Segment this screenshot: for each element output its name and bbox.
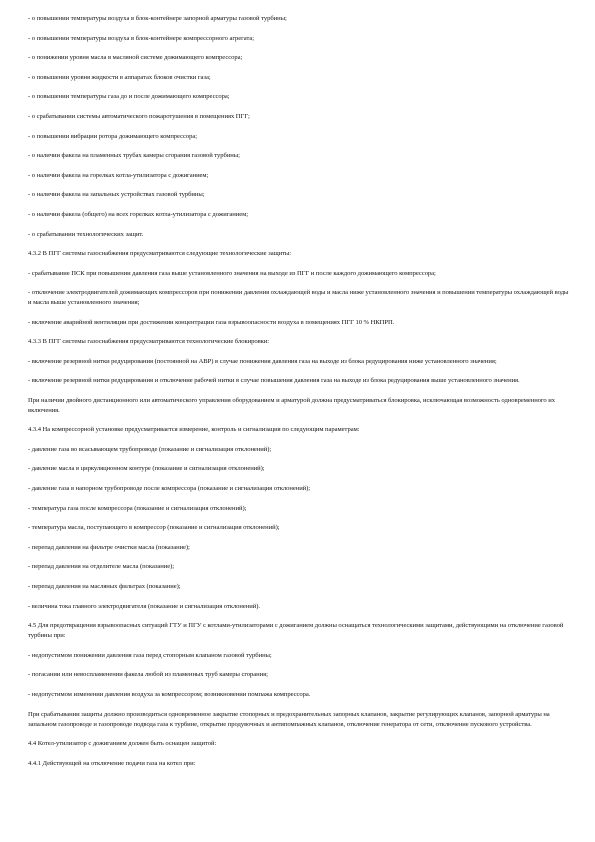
bullet-item: - о повышении температуры воздуха в блок-контейнере запорной арматуры газовой турбины; bbox=[28, 15, 287, 22]
bullet-item: - срабатывание ПСК при повышении давления газа выше установленного значения на выходе из ПГГ и после каждого дожимающего компрессора; bbox=[28, 269, 436, 277]
bullet-item: - величина тока главного электродвигателя (показание и сигнализация отклонений). bbox=[28, 602, 260, 610]
bullet-item: - о понижении уровня масла в масляной системе дожимающего компрессора; bbox=[28, 54, 243, 62]
bullet-item: - о срабатывании системы автоматического пожаротушения в помещениях ПГГ; bbox=[28, 112, 250, 120]
bullet-item: - включение аварийной вентиляции при достижении концентрации газа взрывоопасности воздуха в помещениях ПГГ 10 % НКПРП. bbox=[28, 318, 395, 326]
bullet-item: - о наличии факела на запальных устройствах газовой турбины; bbox=[28, 191, 205, 199]
bullet-item: - погасании или невоспламенении факела любой из пламенных труб камеры сгорания; bbox=[28, 671, 268, 679]
bullet-item: - давление газа в напорном трубопроводе после компрессора (показание и сигнализация отклонений); bbox=[28, 485, 311, 493]
body-paragraph: При срабатывании защиты должно производиться одновременное закрытие стопорных и предохранительных запорных клапанов, закрытие регулирующих клапанов, запорной арматуры на запальном газопроводе и газопроводе подвода газа к турбине, открытие продувочных и антипомпажных клапанов, отключение генератора от сети, отключение пускового устройства. bbox=[28, 710, 550, 728]
bullet-item: - недопустимом изменении давления воздуха за компрессором; возникновении помпажа компрессора. bbox=[28, 690, 311, 698]
bullet-item: - включение резервной нитки редуцирования (постоянной на АВР) в случае понижения давления газа на выходе из блока редуцирования ниже установленного значения; bbox=[28, 357, 497, 365]
section-heading: 4.3.4 На компрессорной установке предусматривается измерение, контроль и сигнализация по следующим параметрам: bbox=[28, 426, 360, 434]
bullet-item: - давление газа во всасывающем трубопроводе (показание и сигнализация отклонений); bbox=[28, 445, 272, 453]
bullet-item: - о повышении температуры воздуха в блок-контейнере компрессорного агрегата; bbox=[28, 34, 255, 42]
bullet-item: - отключение электродвигателей дожимающих компрессоров при понижении давления охлаждающей воды и масла ниже установленного значения и повышении температуры охлаждающей воды и масла выше установленного значения; bbox=[28, 289, 569, 307]
bullet-item: - давление масла в циркуляционном контуре (показание и сигнализация отклонений); bbox=[28, 465, 265, 473]
bullet-item: - температура газа после компрессора (показание и сигнализация отклонений); bbox=[28, 504, 247, 512]
bullet-item: - перепад давления на фильтре очистки масла (показание); bbox=[28, 543, 190, 551]
bullet-item: - о наличии факела (общего) на всех горелках котла-утилизатора с дожиганием; bbox=[28, 210, 249, 218]
body-paragraph: При наличии двойного дистанционного или автоматического управления оборудованием и арматурой должна предусматриваться блокировка, исключающая возможность одновременного их включения. bbox=[28, 396, 555, 414]
section-heading: 4.3.3 В ПГГ системы газоснабжения предусматриваются технологические блокировки: bbox=[28, 338, 270, 346]
section-heading: 4.3.2 В ПГГ системы газоснабжения предусматриваются следующие технологические защиты: bbox=[28, 250, 292, 258]
bullet-item: - о срабатывании технологических защит. bbox=[28, 230, 144, 238]
bullet-item: - перепад давления на отделителе масла (показание); bbox=[28, 563, 175, 571]
section-heading: 4.4 Котел-утилизатор с дожиганием должен быть оснащен защитой: bbox=[28, 740, 217, 748]
bullet-item: - о повышении вибрации ротора дожимающего компрессора; bbox=[28, 132, 197, 140]
section-heading: 4.4.1 Действующей на отключение подачи газа на котел при: bbox=[28, 759, 196, 767]
bullet-item: - о повышении температуры газа до и после дожимающего компрессора; bbox=[28, 93, 230, 101]
bullet-item: - о повышении уровня жидкости в аппаратах блоков очистки газа; bbox=[28, 73, 211, 81]
bullet-item: - включение резервной нитки редуцирования и отключение рабочей нитки в случае повышения давления газа на выходе из блока редуцирования выше установленного значения. bbox=[28, 377, 520, 385]
section-heading: 4.5 Для предотвращения взрывоопасных ситуаций ГТУ и ПГУ с котлами-утилизаторами с дожиганием должны оснащаться технологическими защитами, действующими на отключение газовой турбины при: bbox=[28, 622, 564, 640]
bullet-item: - температура масла, поступающего в компрессор (показание и сигнализация отклонений); bbox=[28, 524, 280, 532]
bullet-item: - о наличии факела на пламенных трубах камеры сгорания газовой турбины; bbox=[28, 152, 240, 160]
bullet-item: - недопустимом понижении давления газа перед стопорным клапаном газовой турбины; bbox=[28, 651, 272, 659]
bullet-item: - перепад давления на масляных фильтрах (показание); bbox=[28, 583, 181, 591]
bullet-item: - о наличии факела на горелках котла-утилизатора с дожиганием; bbox=[28, 171, 209, 179]
